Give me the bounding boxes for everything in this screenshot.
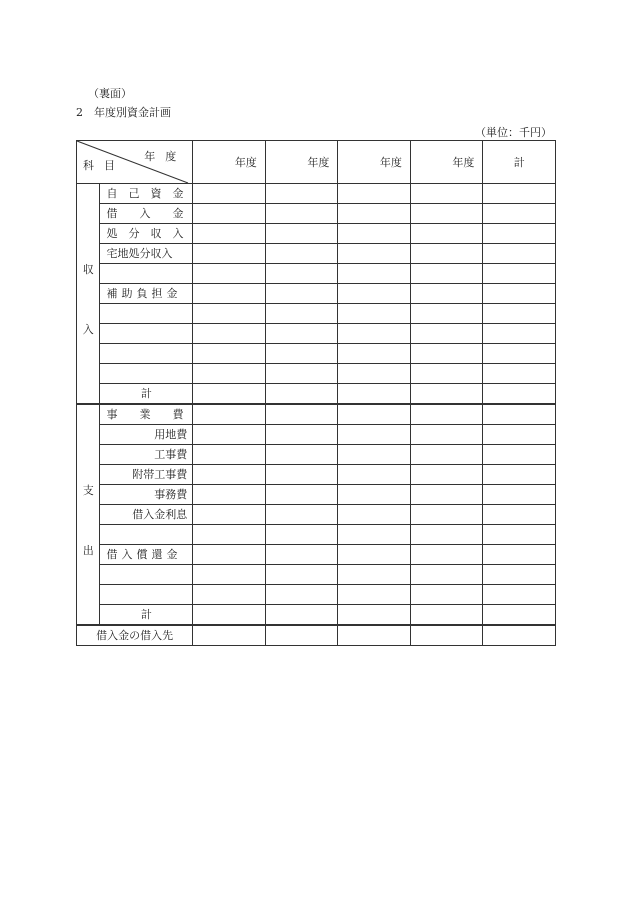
amount-cell[interactable] [410,525,483,545]
expense-group-label-2: 出 [82,544,94,557]
side-label: （裏面） [88,87,132,100]
borrow-source-cell[interactable] [410,625,483,646]
amount-cell[interactable] [483,204,556,224]
expense-item [100,565,193,585]
income-item [100,344,193,364]
amount-cell[interactable] [265,404,338,425]
expense-row [77,445,556,465]
expense-item: 事業費 [100,404,193,425]
income-row [77,204,556,224]
amount-cell[interactable] [265,184,338,204]
expense-row [77,485,556,505]
amount-cell[interactable] [483,304,556,324]
amount-cell[interactable] [338,404,411,425]
year-column-1: 年度 [193,141,266,184]
income-row [77,224,556,244]
amount-cell[interactable] [265,284,338,304]
amount-cell[interactable] [265,605,338,626]
amount-cell[interactable] [483,324,556,344]
amount-cell[interactable] [338,224,411,244]
income-item [100,304,193,324]
amount-cell[interactable] [193,304,266,324]
unit-label: （単位：千円） [475,126,552,139]
income-row [77,344,556,364]
income-group-cell [77,184,100,405]
amount-cell[interactable] [410,404,483,425]
amount-cell[interactable] [410,284,483,304]
borrow-source-cell[interactable] [265,625,338,646]
amount-cell[interactable] [410,485,483,505]
expense-item: 事務費 [100,485,193,505]
amount-cell[interactable] [338,485,411,505]
header-subject-label: 科目 [83,159,125,172]
amount-cell[interactable] [193,585,266,605]
income-item: 借入金 [100,204,193,224]
amount-cell[interactable] [193,505,266,525]
expense-total-row [77,605,556,626]
amount-cell[interactable] [483,224,556,244]
amount-cell[interactable] [410,605,483,626]
amount-cell[interactable] [338,184,411,204]
amount-cell[interactable] [338,344,411,364]
borrow-source-cell[interactable] [483,625,556,646]
expense-item: 用地費 [100,425,193,445]
income-group-label-2: 入 [82,323,94,336]
amount-cell[interactable] [483,465,556,485]
income-row [77,184,556,204]
amount-cell[interactable] [193,284,266,304]
amount-cell[interactable] [483,384,556,405]
amount-cell[interactable] [410,465,483,485]
expense-group-cell [77,404,100,625]
amount-cell[interactable] [265,384,338,405]
expense-item [100,525,193,545]
income-total-label: 計 [100,384,193,405]
expense-row [77,425,556,445]
expense-item: 借入金利息 [100,505,193,525]
amount-cell[interactable] [193,324,266,344]
expense-total-label: 計 [100,605,193,626]
amount-cell[interactable] [410,445,483,465]
expense-item: 附帯工事費 [100,465,193,485]
borrow-source-row [77,625,556,646]
amount-cell[interactable] [265,244,338,264]
amount-cell[interactable] [338,465,411,485]
income-item: 宅地処分収入 [100,244,193,264]
income-item: 処分収入 [100,224,193,244]
income-row [77,284,556,304]
amount-cell[interactable] [265,224,338,244]
amount-cell[interactable] [410,565,483,585]
amount-cell[interactable] [193,425,266,445]
amount-cell[interactable] [193,184,266,204]
borrow-source-cell[interactable] [193,625,266,646]
income-total-row [77,384,556,405]
amount-cell[interactable] [338,525,411,545]
amount-cell[interactable] [483,284,556,304]
year-column-3: 年度 [338,141,411,184]
amount-cell[interactable] [483,344,556,364]
amount-cell[interactable] [265,425,338,445]
amount-cell[interactable] [483,364,556,384]
amount-cell[interactable] [265,525,338,545]
fund-plan-table [76,140,556,646]
amount-cell[interactable] [338,264,411,284]
amount-cell[interactable] [483,485,556,505]
amount-cell[interactable] [193,445,266,465]
amount-cell[interactable] [410,324,483,344]
amount-cell[interactable] [483,585,556,605]
header-row [77,141,556,184]
amount-cell[interactable] [265,565,338,585]
amount-cell[interactable] [338,364,411,384]
amount-cell[interactable] [265,505,338,525]
income-row [77,324,556,344]
header-year-label: 年度 [144,150,187,163]
amount-cell[interactable] [483,244,556,264]
income-row [77,364,556,384]
amount-cell[interactable] [410,585,483,605]
section-heading: 2 年度別資金計画 [76,106,171,119]
amount-cell[interactable] [338,445,411,465]
amount-cell[interactable] [483,505,556,525]
amount-cell[interactable] [410,384,483,405]
amount-cell[interactable] [483,264,556,284]
amount-cell[interactable] [193,565,266,585]
amount-cell[interactable] [338,565,411,585]
expense-row [77,565,556,585]
expense-item: 工事費 [100,445,193,465]
year-column-4: 年度 [410,141,483,184]
amount-cell[interactable] [483,565,556,585]
amount-cell[interactable] [410,244,483,264]
total-column: 計 [483,141,556,184]
amount-cell[interactable] [265,445,338,465]
borrow-source-cell[interactable] [338,625,411,646]
amount-cell[interactable] [410,304,483,324]
amount-cell[interactable] [410,264,483,284]
expense-item: 借入償還金 [100,545,193,565]
amount-cell[interactable] [265,364,338,384]
amount-cell[interactable] [265,204,338,224]
amount-cell[interactable] [338,284,411,304]
amount-cell[interactable] [265,465,338,485]
amount-cell[interactable] [483,184,556,204]
expense-row [77,525,556,545]
amount-cell[interactable] [483,525,556,545]
amount-cell[interactable] [193,344,266,364]
amount-cell[interactable] [265,264,338,284]
amount-cell[interactable] [193,465,266,485]
amount-cell[interactable] [338,545,411,565]
amount-cell[interactable] [483,545,556,565]
income-item: 補助負担金 [100,284,193,304]
amount-cell[interactable] [410,425,483,445]
amount-cell[interactable] [410,545,483,565]
amount-cell[interactable] [193,364,266,384]
expense-group-label-1: 支 [82,484,94,497]
income-item [100,364,193,384]
income-row [77,244,556,264]
amount-cell[interactable] [410,505,483,525]
amount-cell[interactable] [338,505,411,525]
diagonal-header-cell [77,141,193,184]
amount-cell[interactable] [193,525,266,545]
amount-cell[interactable] [265,485,338,505]
amount-cell[interactable] [193,264,266,284]
amount-cell[interactable] [410,344,483,364]
borrow-source-label: 借入金の借入先 [77,625,193,646]
amount-cell[interactable] [265,545,338,565]
amount-cell[interactable] [410,364,483,384]
amount-cell[interactable] [193,384,266,405]
amount-cell[interactable] [338,605,411,626]
amount-cell[interactable] [338,585,411,605]
year-column-2: 年度 [265,141,338,184]
amount-cell[interactable] [410,204,483,224]
amount-cell[interactable] [338,304,411,324]
amount-cell[interactable] [338,384,411,405]
amount-cell[interactable] [483,404,556,425]
amount-cell[interactable] [338,244,411,264]
amount-cell[interactable] [193,605,266,626]
income-row [77,264,556,284]
expense-item [100,585,193,605]
income-row [77,304,556,324]
amount-cell[interactable] [193,485,266,505]
amount-cell[interactable] [483,445,556,465]
amount-cell[interactable] [193,545,266,565]
amount-cell[interactable] [483,605,556,626]
expense-row [77,404,556,425]
expense-row [77,505,556,525]
amount-cell[interactable] [265,344,338,364]
expense-row [77,585,556,605]
income-item [100,264,193,284]
income-item [100,324,193,344]
income-item: 自己資金 [100,184,193,204]
amount-cell[interactable] [483,425,556,445]
amount-cell[interactable] [338,425,411,445]
amount-cell[interactable] [265,324,338,344]
amount-cell[interactable] [338,204,411,224]
amount-cell[interactable] [193,224,266,244]
income-group-label-1: 収 [82,263,94,276]
expense-row [77,545,556,565]
amount-cell[interactable] [338,324,411,344]
expense-row [77,465,556,485]
amount-cell[interactable] [410,184,483,204]
amount-cell[interactable] [410,224,483,244]
amount-cell[interactable] [265,304,338,324]
amount-cell[interactable] [265,585,338,605]
amount-cell[interactable] [193,244,266,264]
